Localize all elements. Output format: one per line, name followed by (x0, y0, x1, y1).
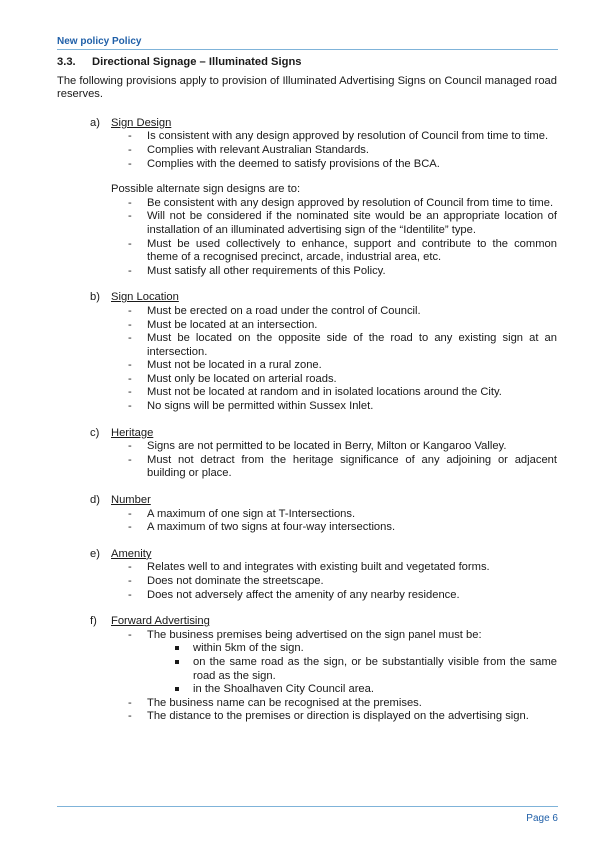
list-item-text: Must only be located on arterial roads. (147, 372, 337, 385)
list-item (57, 400, 557, 414)
dash-marker: - (128, 386, 132, 399)
square-bullet-icon (175, 646, 179, 650)
list-item-text: Complies with relevant Australian Standards. (147, 143, 369, 156)
list-item (57, 265, 557, 279)
list-item (57, 238, 557, 265)
bullet-item-text: in the Shoalhaven City Council area. (193, 683, 374, 696)
bullet-item (57, 642, 557, 656)
square-bullet-icon (175, 687, 179, 691)
dash-marker: - (128, 157, 132, 170)
list-item-text: Does not dominate the streetscape. (147, 575, 324, 587)
dash-marker: - (128, 304, 132, 317)
section-heading (57, 56, 557, 70)
subsection-forward-advertising (57, 615, 557, 724)
dash-marker: - (128, 575, 132, 587)
subsection-heading (57, 494, 557, 508)
list-item (57, 575, 557, 589)
bullet-item-text: on the same road as the sign, or be substantially visible from the same road as the sign. (193, 655, 557, 682)
header-title: New policy Policy (57, 36, 142, 47)
document-body (57, 56, 557, 737)
list-item-text: Complies with the deemed to satisfy provisions of the BCA. (147, 157, 440, 170)
subsection-heritage (57, 427, 557, 481)
dash-marker: - (128, 628, 132, 641)
list-item-text: A maximum of one sign at T-Intersections. (147, 507, 356, 520)
bullet-item (57, 683, 557, 697)
dash-marker: - (128, 453, 132, 466)
section-intro: The following provisions apply to provision of Illuminated Advertising Signs on Council managed road reserves. (57, 74, 557, 101)
subsection-title: Number (111, 494, 151, 507)
list-item-text: Relates well to and integrates with existing built and vegetated forms. (147, 561, 490, 574)
subsection-number (57, 494, 557, 535)
dash-marker: - (128, 521, 132, 534)
dash-list (57, 305, 557, 414)
dash-marker: - (128, 359, 132, 372)
dash-marker: - (128, 588, 132, 601)
subsection-sign-design (57, 117, 557, 279)
list-item-text: A maximum of two signs at four-way intersections. (147, 521, 396, 534)
list-item (57, 589, 557, 603)
list-item-text: Must satisfy all other requirements of this Policy. (147, 264, 386, 277)
subsection-letter: b) (90, 291, 100, 304)
subsection-title: Forward Advertising (111, 615, 210, 628)
list-item-text: Is consistent with any design approved by resolution of Council from time to time. (147, 130, 549, 143)
list-item (57, 454, 557, 481)
list-item (57, 629, 557, 643)
list-item (57, 373, 557, 387)
dash-list (57, 440, 557, 481)
subsection-letter: c) (90, 426, 100, 439)
list-item-text: Must be located at an intersection. (147, 318, 318, 331)
subsection-letter: f) (90, 615, 97, 628)
list-item-text: Must not be located in a rural zone. (147, 359, 322, 372)
dash-marker: - (128, 440, 132, 453)
list-item (57, 440, 557, 454)
list-item (57, 359, 557, 373)
subsection-title: Amenity (111, 547, 152, 560)
list-item-text: Must be located on the opposite side of the road to any existing sign at an intersection. (147, 332, 557, 358)
subsection-heading (57, 427, 557, 441)
list-item (57, 697, 557, 711)
section-number: 3.3. (57, 56, 76, 68)
page-footer (57, 806, 558, 824)
dash-marker: - (128, 372, 132, 385)
list-item (57, 158, 557, 172)
list-item (57, 210, 557, 237)
dash-marker: - (128, 400, 132, 413)
subsection-amenity (57, 548, 557, 602)
subsection-heading (57, 117, 557, 131)
list-item-text: Must not be located at random and in isolated locations around the City. (147, 386, 502, 399)
dash-list (57, 508, 557, 535)
list-item-text: Does not adversely affect the amenity of any nearby residence. (147, 588, 460, 601)
dash-marker: - (128, 130, 132, 143)
dash-marker: - (128, 210, 132, 223)
section-title: Directional Signage – Illuminated Signs (92, 56, 302, 68)
dash-marker: - (128, 264, 132, 277)
subsection-heading (57, 548, 557, 562)
list-item-text: Be consistent with any design approved by resolution of Council from time to time. (147, 196, 554, 209)
dash-marker: - (128, 196, 132, 209)
dash-marker: - (128, 507, 132, 520)
dash-marker: - (128, 237, 132, 250)
list-item (57, 521, 557, 535)
list-item (57, 197, 557, 211)
alternate-designs-intro: Possible alternate sign designs are to: (111, 183, 301, 196)
dash-list (57, 697, 557, 724)
bullet-list (57, 642, 557, 696)
list-item (57, 561, 557, 575)
page-header (57, 36, 558, 50)
dash-list (57, 561, 557, 602)
subsection-letter: d) (90, 494, 100, 507)
list-item (57, 305, 557, 319)
list-item-text: Must be used collectively to enhance, support and contribute to the common theme of a recognised precinct, arcade, industrial area, etc. (147, 237, 557, 264)
dash-marker: - (128, 696, 132, 709)
dash-list (57, 197, 557, 279)
dash-marker: - (128, 561, 132, 574)
list-item (57, 319, 557, 333)
list-item-text: Will not be considered if the nominated site would be an appropriate location of installation of an illuminated advertising sign of the “Identilite” type. (147, 210, 557, 236)
list-item-text: The business premises being advertised on the sign panel must be: (147, 628, 482, 641)
list-item-text: The distance to the premises or direction is displayed on the advertising sign. (147, 710, 529, 723)
list-item (57, 710, 557, 724)
list-item-text: The business name can be recognised at the premises. (147, 696, 422, 709)
subsection-letter: a) (90, 116, 100, 129)
subsection-title: Sign Location (111, 291, 179, 304)
subsection-title: Heritage (111, 426, 154, 439)
square-bullet-icon (175, 660, 179, 664)
dash-marker: - (128, 318, 132, 331)
list-item-text: No signs will be permitted within Sussex Inlet. (147, 400, 374, 413)
list-item-text: Must not detract from the heritage significance of any adjoining or adjacent building or place. (147, 453, 557, 480)
list-item (57, 130, 557, 144)
bullet-item-text: within 5km of the sign. (193, 642, 304, 655)
list-item-text: Must be erected on a road under the control of Council. (147, 304, 421, 317)
dash-marker: - (128, 143, 132, 156)
dash-marker: - (128, 332, 132, 345)
dash-marker: - (128, 710, 132, 723)
list-item (57, 332, 557, 359)
bullet-item (57, 656, 557, 683)
subsection-heading (57, 291, 557, 305)
list-item-text: Signs are not permitted to be located in Berry, Milton or Kangaroo Valley. (147, 440, 507, 453)
page-number: Page 6 (526, 813, 558, 824)
dash-list (57, 629, 557, 643)
subsection-letter: e) (90, 547, 100, 560)
list-item (57, 144, 557, 158)
list-item (57, 386, 557, 400)
list-item (57, 508, 557, 522)
subsection-heading (57, 615, 557, 629)
subsection-title: Sign Design (111, 116, 172, 129)
dash-list (57, 130, 557, 171)
subsection-sign-location (57, 291, 557, 413)
